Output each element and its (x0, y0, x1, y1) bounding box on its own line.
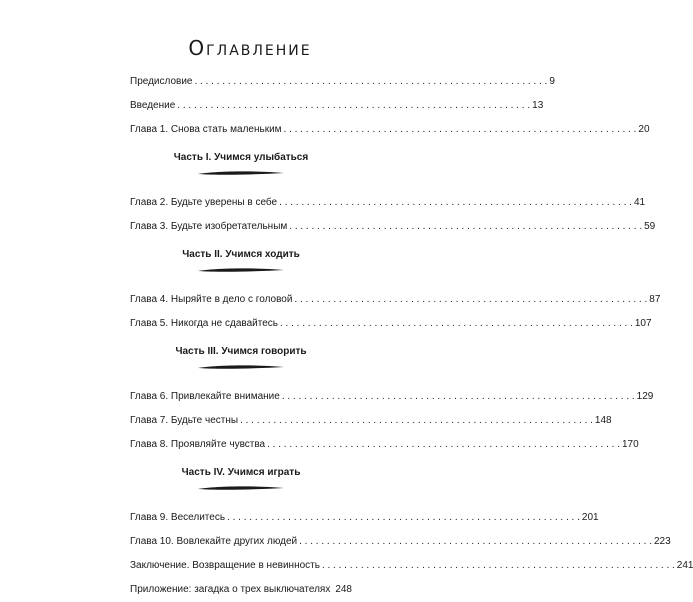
page-title: Оглавление (188, 36, 312, 60)
toc-entry-page: 129 (636, 391, 654, 402)
toc-entry (130, 70, 555, 94)
toc-entry (130, 554, 693, 578)
part-heading: Часть I. Учимся улыбаться (173, 152, 309, 163)
toc-entry-page: 59 (644, 221, 656, 232)
toc-entry-label: Глава 6. Привлекайте внимание (130, 391, 280, 402)
part-heading: Часть III. Учимся говорить (175, 346, 307, 357)
toc-entry-page: 170 (621, 439, 639, 450)
toc-entry-label: Глава 5. Никогда не сдавайтесь (130, 318, 278, 329)
toc-entry-label: Предисловие (130, 76, 193, 87)
dot-leader (332, 578, 333, 602)
toc-entry-label: Заключение. Возвращение в невинность (130, 560, 320, 571)
toc-entry-label: Глава 9. Веселитесь (130, 512, 226, 523)
brush-stroke-divider (196, 484, 286, 492)
toc-entry-page: 20 (638, 124, 650, 135)
toc-entry-page: 201 (581, 512, 599, 523)
toc-entry-label: Глава 1. Снова стать маленьким (130, 124, 282, 135)
dot-leader (227, 506, 580, 530)
dot-leader (289, 215, 642, 239)
toc-entry-page: 107 (634, 318, 652, 329)
toc-entry (130, 118, 650, 142)
toc-entry-page: 13 (532, 100, 544, 111)
brush-stroke-divider (196, 266, 286, 274)
toc-entry (130, 288, 661, 312)
dot-leader (322, 554, 675, 578)
toc-entry-page: 9 (549, 76, 555, 87)
toc-entry (130, 385, 654, 409)
toc-entry (130, 312, 652, 336)
brush-stroke-divider (196, 363, 286, 371)
dot-leader (240, 409, 593, 433)
part-heading: Часть II. Учимся ходить (182, 249, 300, 260)
dot-leader (282, 385, 635, 409)
dot-leader (284, 118, 637, 142)
toc-entry-label: Глава 2. Будьте уверены в себе (130, 197, 278, 208)
dot-leader (279, 191, 632, 215)
dot-leader (280, 312, 633, 336)
dot-leader (177, 94, 530, 118)
toc-entry-page: 248 (335, 584, 352, 595)
toc-entry (130, 530, 671, 554)
toc-entry (130, 409, 612, 433)
dot-leader (294, 288, 647, 312)
toc-entry-label: Введение (130, 100, 176, 111)
dot-leader (267, 433, 620, 457)
toc-entry (130, 94, 544, 118)
dot-leader (299, 530, 652, 554)
toc-entry-label: Глава 10. Вовлекайте других людей (130, 536, 298, 547)
toc-entry-page: 87 (649, 294, 661, 305)
dot-leader (194, 70, 547, 94)
part-heading: Часть IV. Учимся играть (181, 467, 301, 478)
toc-entry (130, 433, 639, 457)
toc-entry-label: Глава 7. Будьте честны (130, 415, 239, 426)
toc-entry-page: 148 (594, 415, 612, 426)
toc-entry (130, 215, 656, 239)
toc-entry-label: Глава 4. Ныряйте в дело с головой (130, 294, 293, 305)
table-of-contents (130, 70, 693, 602)
toc-entry-label: Глава 3. Будьте изобретательным (130, 221, 288, 232)
toc-entry-page: 223 (653, 536, 671, 547)
toc-entry-label: Глава 8. Проявляйте чувства (130, 439, 266, 450)
toc-entry (130, 578, 352, 602)
toc-entry (130, 506, 599, 530)
toc-entry (130, 191, 646, 215)
toc-entry-label: Приложение: загадка о трех выключателях (130, 584, 331, 595)
toc-entry-page: 41 (633, 197, 646, 208)
brush-stroke-divider (196, 169, 286, 177)
toc-entry-page: 241 (676, 560, 693, 571)
